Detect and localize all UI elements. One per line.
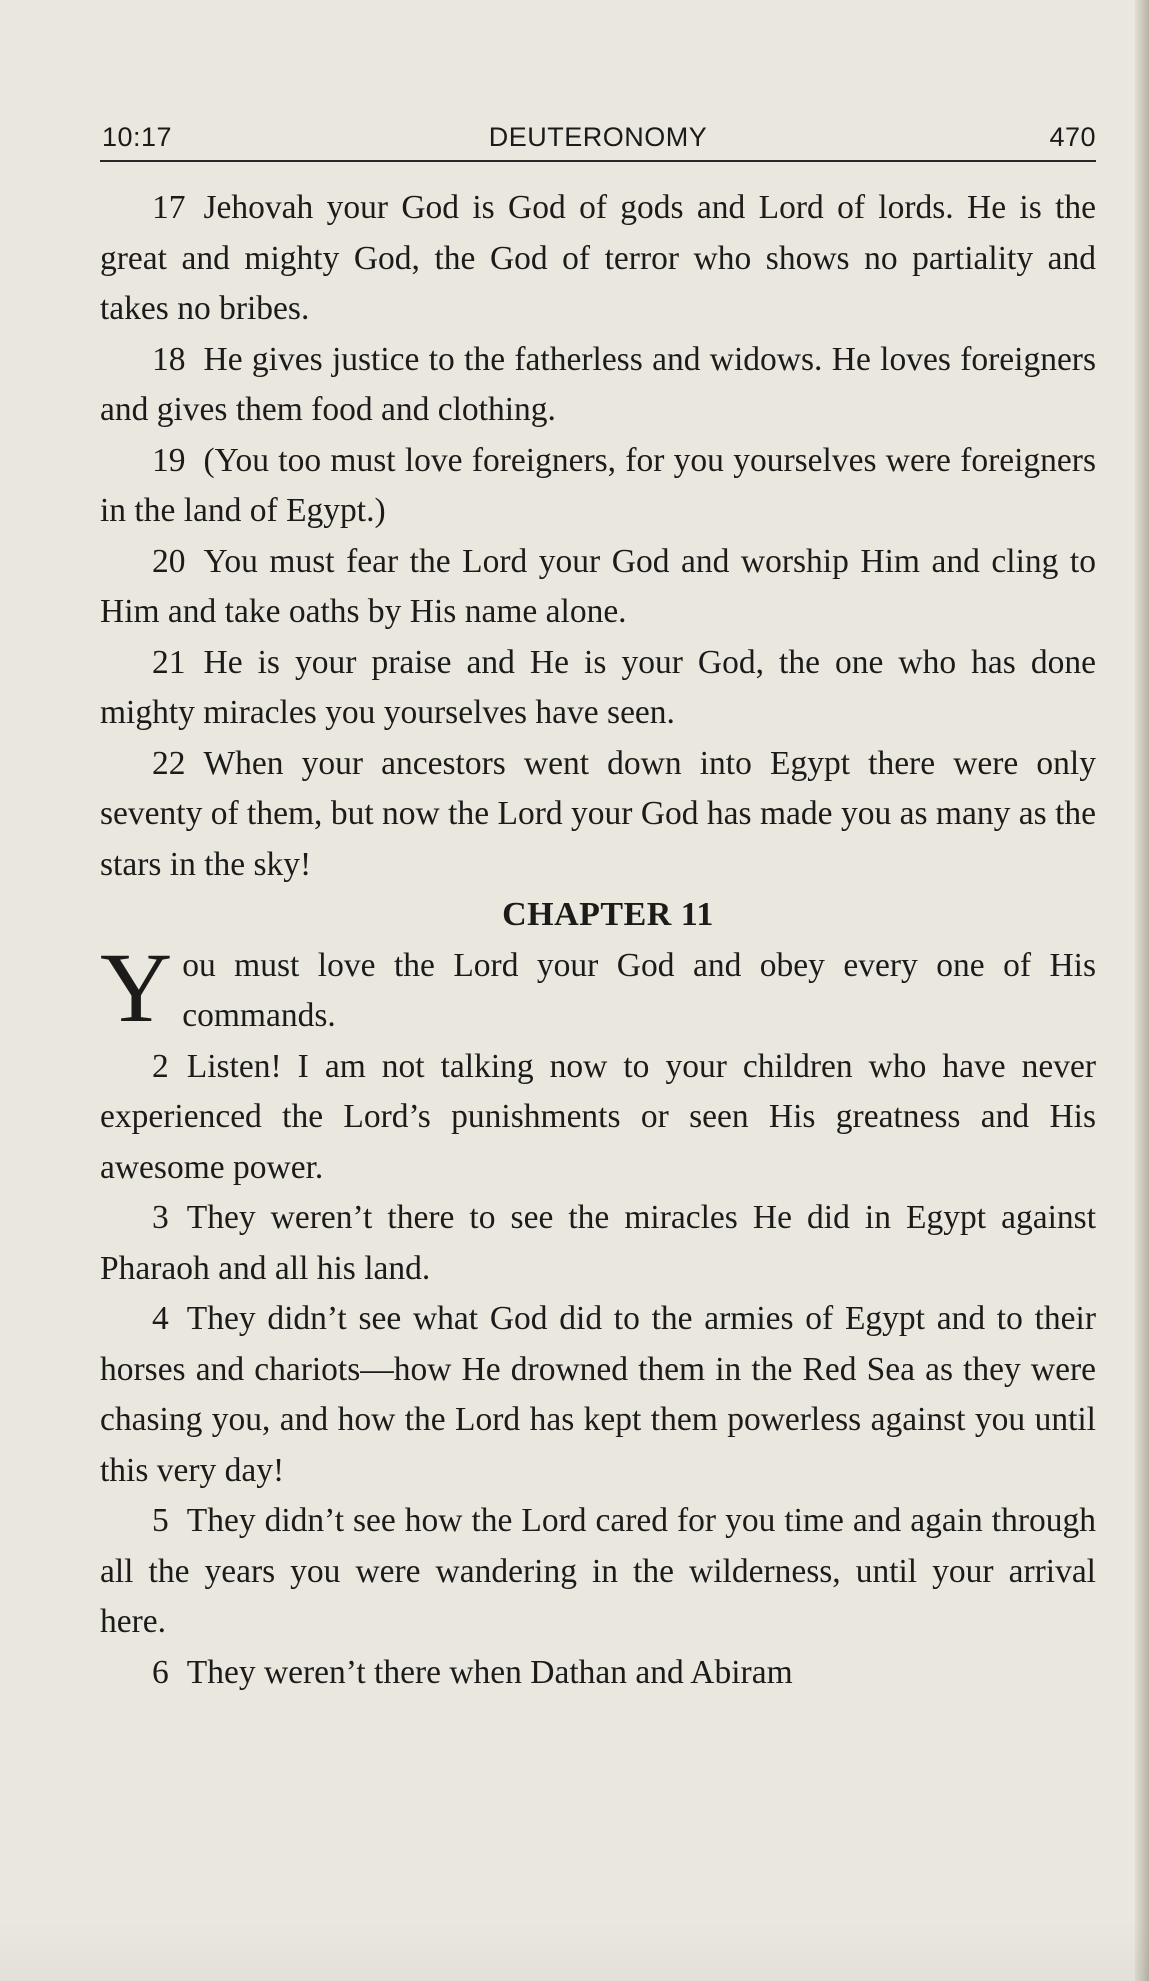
verse-number: 4 <box>152 1300 169 1337</box>
verse-number: 20 <box>152 542 186 580</box>
scripture-text <box>100 183 1096 1698</box>
verse <box>100 335 1096 436</box>
verse-text: Jehovah your God is God of gods and Lord of lords. He is the great and mighty God, the God of terror who shows no partiality and takes no bribes. <box>100 189 1096 327</box>
chapter-verse-reference: 10:17 <box>102 122 173 152</box>
verse-number: 18 <box>152 340 186 378</box>
verse-number: 17 <box>152 189 186 226</box>
chapter-opening-verse <box>100 931 1096 1043</box>
verse-number: 19 <box>152 441 186 479</box>
verse-text: They weren’t there to see the miracles He did in Egypt against Pharaoh and all his land. <box>100 1199 1096 1287</box>
verse-text: You must fear the Lord your God and worship Him and cling to Him and take oaths by His name alone. <box>100 542 1096 630</box>
verse-text: He gives justice to the fatherless and widows. He loves foreigners and gives them food and clothing. <box>100 340 1096 428</box>
page-number: 470 <box>1049 122 1096 152</box>
verse <box>100 638 1096 739</box>
page-shadow <box>0 1921 1149 1981</box>
verse-number: 3 <box>152 1199 169 1236</box>
chapter-heading: CHAPTER 11 <box>502 896 714 933</box>
verse-number: 21 <box>152 643 186 681</box>
verse-text: They didn’t see how the Lord cared for you time and again through all the years you were wandering in the wilderness, until your arrival here. <box>100 1502 1096 1640</box>
verse <box>100 183 1096 335</box>
verse-number: 6 <box>152 1653 169 1691</box>
verse-text: ou must love the Lord your God and obey every one of His commands. <box>182 946 1096 1034</box>
verse <box>100 1648 1096 1699</box>
verse-text: Listen! I am not talking now to your children who have never experienced the Lord’s punishments or seen His greatness and His awesome power. <box>100 1047 1096 1186</box>
drop-cap: Y <box>100 931 173 1043</box>
verse <box>100 1294 1096 1496</box>
verse-text: When your ancestors went down into Egypt there were only seventy of them, but now the Lord your God has made you as many as the stars in the sky! <box>100 744 1096 883</box>
verse-text: They weren’t there when Dathan and Abiram <box>186 1653 793 1691</box>
verse <box>100 1193 1096 1294</box>
page-edge <box>1135 0 1149 1981</box>
verse-number: 22 <box>152 744 186 782</box>
verse-text: They didn’t see what God did to the armies of Egypt and to their horses and chariots—how He drowned them in the Red Sea as they were chasing you, and how the Lord has kept them powerless against you until this very day! <box>100 1300 1096 1489</box>
verse-number: 5 <box>152 1502 169 1539</box>
verse <box>100 436 1096 537</box>
verse <box>100 1042 1096 1194</box>
book-title: DEUTERONOMY <box>488 122 708 152</box>
verse <box>100 1496 1096 1648</box>
verse-number: 2 <box>152 1047 169 1085</box>
verse <box>100 537 1096 638</box>
running-head <box>100 118 1096 162</box>
verse-text: He is your praise and He is your God, the one who has done mighty miracles you yourselves have seen. <box>100 643 1096 731</box>
verse <box>100 739 1096 891</box>
verse-text: (You too must love foreigners, for you yourselves were foreigners in the land of Egypt.) <box>100 441 1096 529</box>
